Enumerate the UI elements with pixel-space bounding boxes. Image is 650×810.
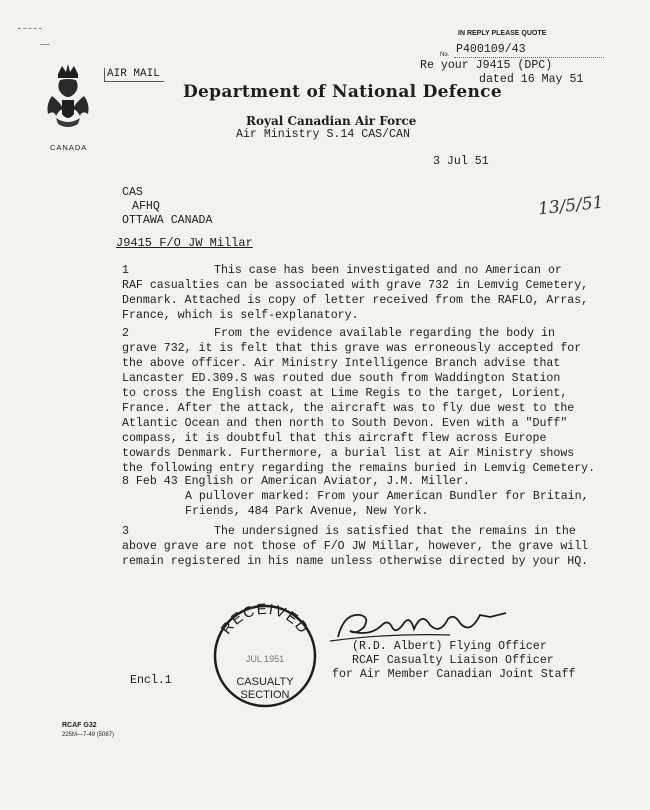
stamp-bottom-line-2: SECTION <box>240 689 290 701</box>
paragraph-number: 2 <box>122 327 129 340</box>
stamp-circle-icon <box>205 600 325 710</box>
reply-number-rule <box>454 57 604 58</box>
paragraph-1 <box>122 263 588 323</box>
paragraph-line: From the evidence available regarding the body in <box>214 327 555 340</box>
reply-re-line: Re your J9415 (DPC) <box>420 59 553 72</box>
scan-mark <box>40 44 50 45</box>
addressee-block <box>122 186 212 228</box>
paragraph-line: A pullover marked: From your American Bundler for Britain, <box>185 490 589 503</box>
stamp-date: JUL 1951 <box>245 654 285 664</box>
reply-no-label: No. <box>440 52 450 58</box>
stamp-bottom-line-1: CASUALTY <box>236 676 294 688</box>
crest-emblem-icon <box>38 60 98 140</box>
scan-mark <box>18 28 42 29</box>
paragraph-number: 1 <box>122 264 129 277</box>
subject-line: J9415 F/O JW Millar <box>116 236 253 250</box>
air-mail-label: AIR MAIL <box>104 68 164 82</box>
paragraph-3 <box>122 524 588 569</box>
form-print-code: 225M—7-49 (5087) <box>62 732 115 738</box>
paragraph-line: English or American Aviator, J.M. Miller. <box>184 475 470 488</box>
paragraph-line: Atlantic Ocean and then north to South Devon. Even with a "Duff" <box>122 417 568 430</box>
branch-title: Royal Canadian Air Force <box>246 114 417 128</box>
addressee-line: AFHQ <box>132 200 160 213</box>
received-stamp <box>205 600 325 710</box>
paragraph-line: above grave are not those of F/O JW Millar, however, the grave will <box>122 540 589 553</box>
paragraph-line: compass, it is doubtful that this aircraft flew across Europe <box>122 432 547 445</box>
reply-number: P400109/43 <box>456 43 526 56</box>
rcaf-crest <box>38 60 98 152</box>
burial-date: 8 Feb 43 <box>122 475 178 488</box>
paragraph-line: Lancaster ED.309.S was routed due south from Waddington Station <box>122 372 561 385</box>
paragraph-line: remain registered in his name unless otherwise directed by your HQ. <box>122 555 589 568</box>
office-line: Air Ministry S.14 CAS/CAN <box>236 128 410 141</box>
reply-heading: IN REPLY PLEASE QUOTE <box>458 30 547 37</box>
paragraph-line: Friends, 484 Park Avenue, New York. <box>185 505 429 518</box>
paragraph-line: RAF casualties can be associated with grave 732 in Lemvig Cemetery, <box>122 279 589 292</box>
signature-name-line: (R.D. Albert) Flying Officer <box>352 640 547 653</box>
paragraph-line: Denmark. Attached is copy of letter received from the RAFLO, Arras, <box>122 294 589 307</box>
paragraph-line: France. After the attack, the aircraft was to fly due west to the <box>122 402 575 415</box>
paragraph-number: 3 <box>122 525 129 538</box>
department-title: Department of National Defence <box>183 82 502 102</box>
signature-org-line: for Air Member Canadian Joint Staff <box>332 668 576 681</box>
enclosure-note: Encl.1 <box>130 674 172 687</box>
reply-dated-line: dated 16 May 51 <box>479 73 584 86</box>
paragraph-line: to cross the English coast at Lime Regis to the target, Lorient, <box>122 387 568 400</box>
paragraph-line: the following entry regarding the remains buried in Lemvig Cemetery. <box>122 462 596 475</box>
addressee-line: OTTAWA CANADA <box>122 214 213 227</box>
paragraph-2 <box>122 326 595 476</box>
paragraph-line: France, which is self-explanatory. <box>122 309 359 322</box>
handwritten-date: 13/5/51 <box>537 192 605 220</box>
paragraph-line: The undersigned is satisfied that the remains in the <box>214 525 576 538</box>
paragraph-line: the above officer. Air Ministry Intelligence Branch advise that <box>122 357 561 370</box>
paragraph-line: This case has been investigated and no American or <box>214 264 562 277</box>
addressee-line: CAS <box>122 186 143 199</box>
signature-scribble-icon <box>330 605 530 645</box>
paragraph-line: towards Denmark. Furthermore, a burial list at Air Ministry shows <box>122 447 575 460</box>
stamp-top-text: RECEIVED <box>217 600 313 638</box>
paragraph-line: grave 732, it is felt that this grave was erroneously accepted for <box>122 342 582 355</box>
signature-title-line: RCAF Casualty Liaison Officer <box>352 654 554 667</box>
letter-date: 3 Jul 51 <box>433 155 489 168</box>
burial-entry <box>122 474 589 519</box>
form-code: RCAF G32 <box>62 722 97 729</box>
crest-country-label: CANADA <box>50 143 88 152</box>
signature-block <box>332 640 576 682</box>
